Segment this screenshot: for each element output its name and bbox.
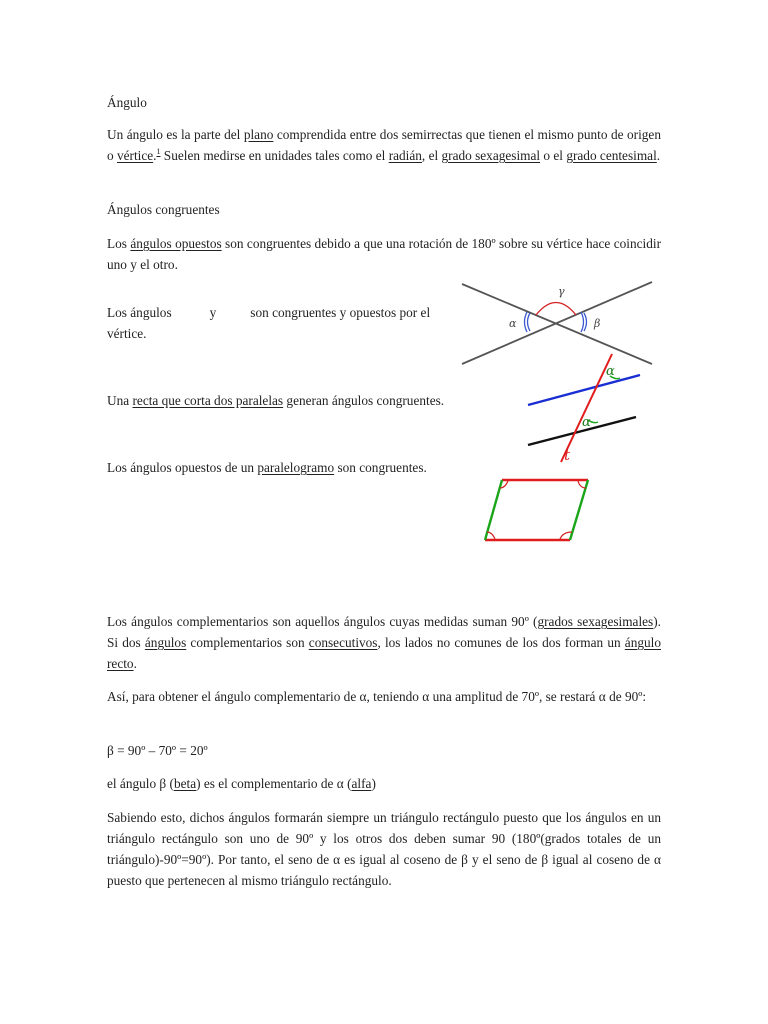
- label-beta: β: [594, 317, 601, 330]
- alpha-arc-2: [528, 313, 531, 331]
- label-t: t: [564, 446, 571, 464]
- parallel-line-blue: [528, 375, 640, 405]
- text: .: [656, 148, 661, 163]
- text: Una: [107, 393, 133, 408]
- text: son congruentes y opuestos por el vértice.: [107, 305, 431, 341]
- text: ): [371, 776, 376, 791]
- paragraph-opuestos: [107, 233, 661, 275]
- footnote-link[interactable]: 1: [156, 147, 161, 156]
- link-angulo-recto[interactable]: ángulo recto: [107, 635, 661, 671]
- link-radian[interactable]: radián: [388, 148, 422, 163]
- paragraph-definicion: [107, 124, 661, 166]
- label-alpha-bottom: α: [582, 415, 591, 430]
- link-alfa[interactable]: alfa: [351, 776, 372, 791]
- paragraph-complementarios: [107, 611, 661, 674]
- paragraph-paralelogramo: [107, 457, 466, 478]
- link-consecutivos[interactable]: consecutivos: [308, 635, 378, 650]
- paragraph-seno-coseno: Sabiendo esto, dichos ángulos formarán siempre un triángulo rectángulo puesto que los ángulos en un triángulo rectángulo son uno de 90º y los otros dos deben sumar 90 (180º(grados totales de un triángulo)-90º=90º). Por tanto, el seno de α es igual al coseno de β y el seno de β igual al coseno de α puesto que pertenecen al mismo triángulo rectángulo.: [107, 810, 661, 888]
- heading-angulos-congruentes: Ángulos congruentes: [107, 202, 220, 217]
- text: Los ángulos opuestos de un: [107, 460, 258, 475]
- link-recta-paralelas[interactable]: recta que corta dos paralelas: [132, 393, 284, 408]
- text: Los: [107, 236, 131, 251]
- alpha-arc: [525, 312, 528, 332]
- link-vertice[interactable]: vértice: [116, 148, 154, 163]
- side-left: [485, 480, 502, 540]
- text: el ángulo β (: [107, 776, 174, 791]
- text: generan ángulos congruentes.: [283, 393, 445, 408]
- text: .: [133, 656, 137, 671]
- text: y: [209, 305, 217, 320]
- side-right: [570, 480, 588, 540]
- text: Los ángulos complementarios son aquellos ángulos cuyas medidas suman 90º (: [107, 614, 538, 629]
- figure-transversal: [524, 352, 642, 464]
- figure-parallelogram: [482, 476, 592, 546]
- paragraph-beta-alfa: [107, 773, 661, 794]
- beta-arc: [581, 312, 584, 332]
- label-gamma: γ: [558, 285, 565, 298]
- text: , el: [421, 148, 442, 163]
- link-paralelogramo[interactable]: paralelogramo: [257, 460, 335, 475]
- link-grados-sexagesimales[interactable]: grados sexagesimales: [537, 614, 654, 629]
- text: , los lados no comunes de los dos forman un: [377, 635, 625, 650]
- paragraph-ejemplo: Así, para obtener el ángulo complementario de α, teniendo α una amplitud de 70º, se restará α de 90º:: [107, 689, 647, 704]
- text: .: [153, 148, 157, 163]
- link-angulos[interactable]: ángulos: [144, 635, 187, 650]
- link-angulos-opuestos[interactable]: ángulos opuestos: [130, 236, 222, 251]
- text: ). Si dos: [107, 614, 661, 650]
- link-grado-sexagesimal[interactable]: grado sexagesimal: [441, 148, 541, 163]
- text: complementarios son: [186, 635, 309, 650]
- gamma-arc: [536, 303, 576, 316]
- text: ) es el complementario de α (: [196, 776, 352, 791]
- text: son congruentes debido a que una rotación de 180º sobre su vértice hace coincidir uno y el otro.: [107, 236, 661, 272]
- paragraph-paralelas: [107, 390, 507, 411]
- link-grado-centesimal[interactable]: grado centesimal: [566, 148, 657, 163]
- text: son congruentes.: [334, 460, 427, 475]
- text: o el: [540, 148, 567, 163]
- formula: β = 90º – 70º = 20º: [107, 743, 208, 758]
- label-alpha: α: [509, 317, 517, 330]
- paragraph-vertice: [107, 302, 447, 344]
- text: comprendida entre dos semirrectas que tienen el mismo punto de origen o: [107, 127, 661, 163]
- text: Los ángulos: [107, 305, 172, 320]
- link-beta[interactable]: beta: [173, 776, 197, 791]
- link-plano[interactable]: plano: [243, 127, 274, 142]
- text: Un ángulo es la parte del: [107, 127, 244, 142]
- beta-arc-2: [584, 313, 587, 331]
- text: Suelen medirse en unidades tales como el: [160, 148, 389, 163]
- heading-angulo: Ángulo: [107, 95, 147, 110]
- label-alpha-top: α: [606, 364, 615, 379]
